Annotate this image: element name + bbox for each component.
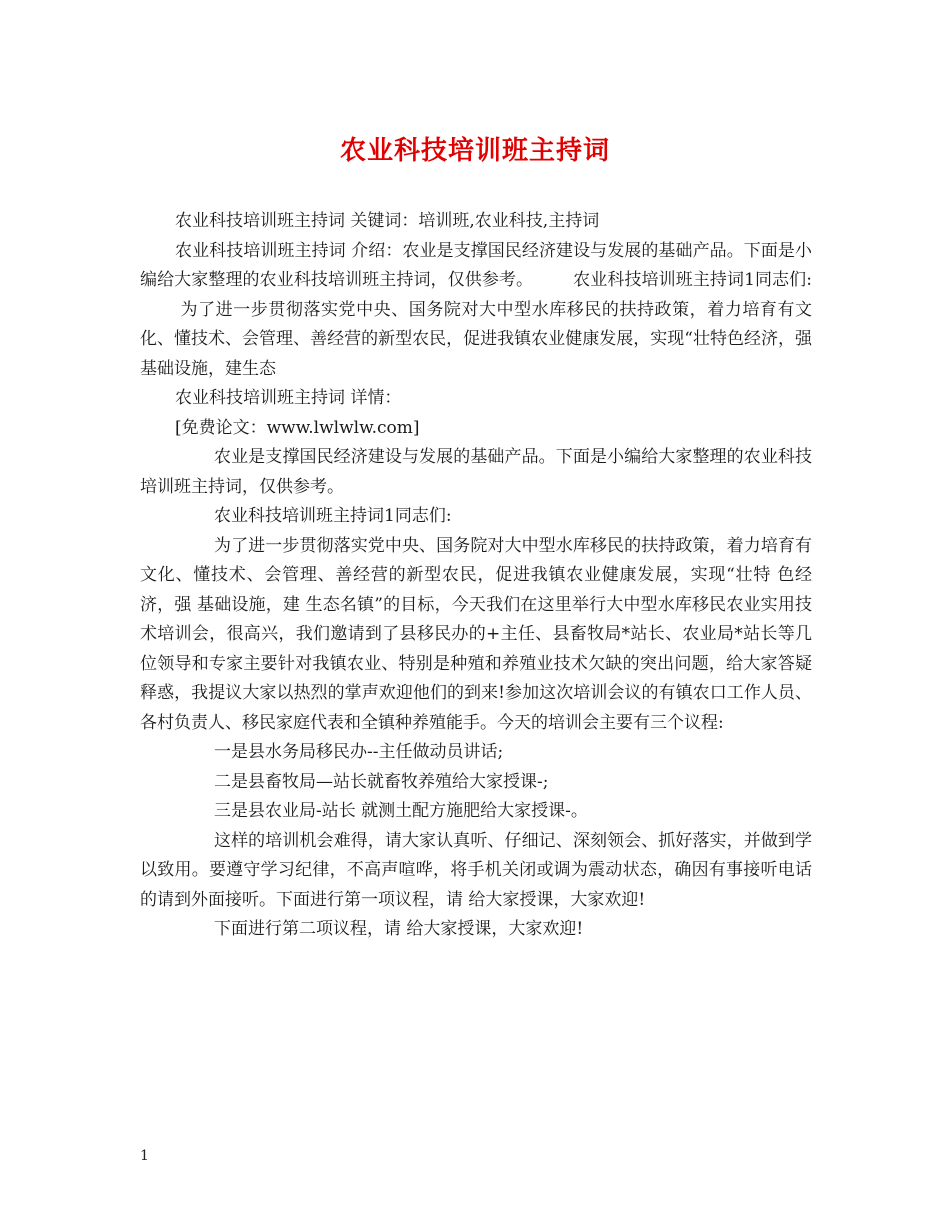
document-title: 农业科技培训班主持词 [339,136,610,166]
intro-text-a: 农业科技培训班主持词 介绍：农业是支撑国民经济建设与发展的基础产品。下面是小编给大家整理的农业科技培训班主持词，仅供参考。 [140,240,812,290]
agenda-item-3: 三是县农业局-站长 就测土配方施肥给大家授课-。 [214,801,588,821]
body-paragraph-1: 农业是支撑国民经济建设与发展的基础产品。下面是小编给大家整理的农业科技培训班主持词，仅供参考。 [140,447,812,497]
free-paper-link[interactable]: [免费论文：www.lwlwlw.com] [175,417,420,438]
intro-text-c: 为了进一步贯彻落实党中央、国务院对大中型水库移民的扶持政策，着力培育有文化、懂技术、会管理、善经营的新型农民，促进我镇农业健康发展，实现“壮特色经济，强基础设施，建生态 [140,299,812,379]
details-paragraph: 农业科技培训班主持词 详情： [175,388,402,408]
body-paragraph-8: 下面进行第二项议程，请 给大家授课，大家欢迎! [214,919,584,939]
body-paragraph-2: 农业科技培训班主持词1同志们: [214,506,452,526]
agenda-item-1: 一是县水务局移民办--主任做动员讲话; [214,742,504,762]
body-paragraph-7: 这样的培训机会难得，请大家认真听、仔细记、深刻领会、抓好落实，并做到学以致用。要遵守学习纪律，不高声喧哗，将手机关闭或调为震动状态，确因有事接听电话的请到外面接听。下面进行第一项议程，请 给大家授课，大家欢迎! [140,830,812,910]
intro-text-b: 农业科技培训班主持词1同志们: [573,270,812,290]
body-paragraph-3: 为了进一步贯彻落实党中央、国务院对大中型水库移民的扶持政策，着力培育有文化、懂技术、会管理、善经营的新型农民，促进我镇农业健康发展，实现“壮特 色经济，强 基础设施，建 生态名镇”的目标，今天我们在这里举行大中型水库移民农业实用技术培训会，很高兴，我们邀请到了县移民办的+主任、县畜牧局*站长、农业局*站长等几位领导和专家主要针对我镇农业、特别是种殖和养殖业技术欠缺的突出问题，给大家答疑释惑，我提议大家以热烈的掌声欢迎他们的到来!参加这次培训会议的有镇农口工作人员、各村负责人、移民家庭代表和全镇种养殖能手。今天的培训会主要有三个议程: [140,535,812,733]
intro-paragraph [140,237,812,385]
agenda-item-2: 二是县畜牧局—站长就畜牧养殖给大家授课-; [214,771,549,792]
page-number: 1 [140,1148,149,1164]
document-body [140,207,812,945]
keywords-paragraph: 农业科技培训班主持词 关键词：培训班,农业科技,主持词 [175,211,600,231]
